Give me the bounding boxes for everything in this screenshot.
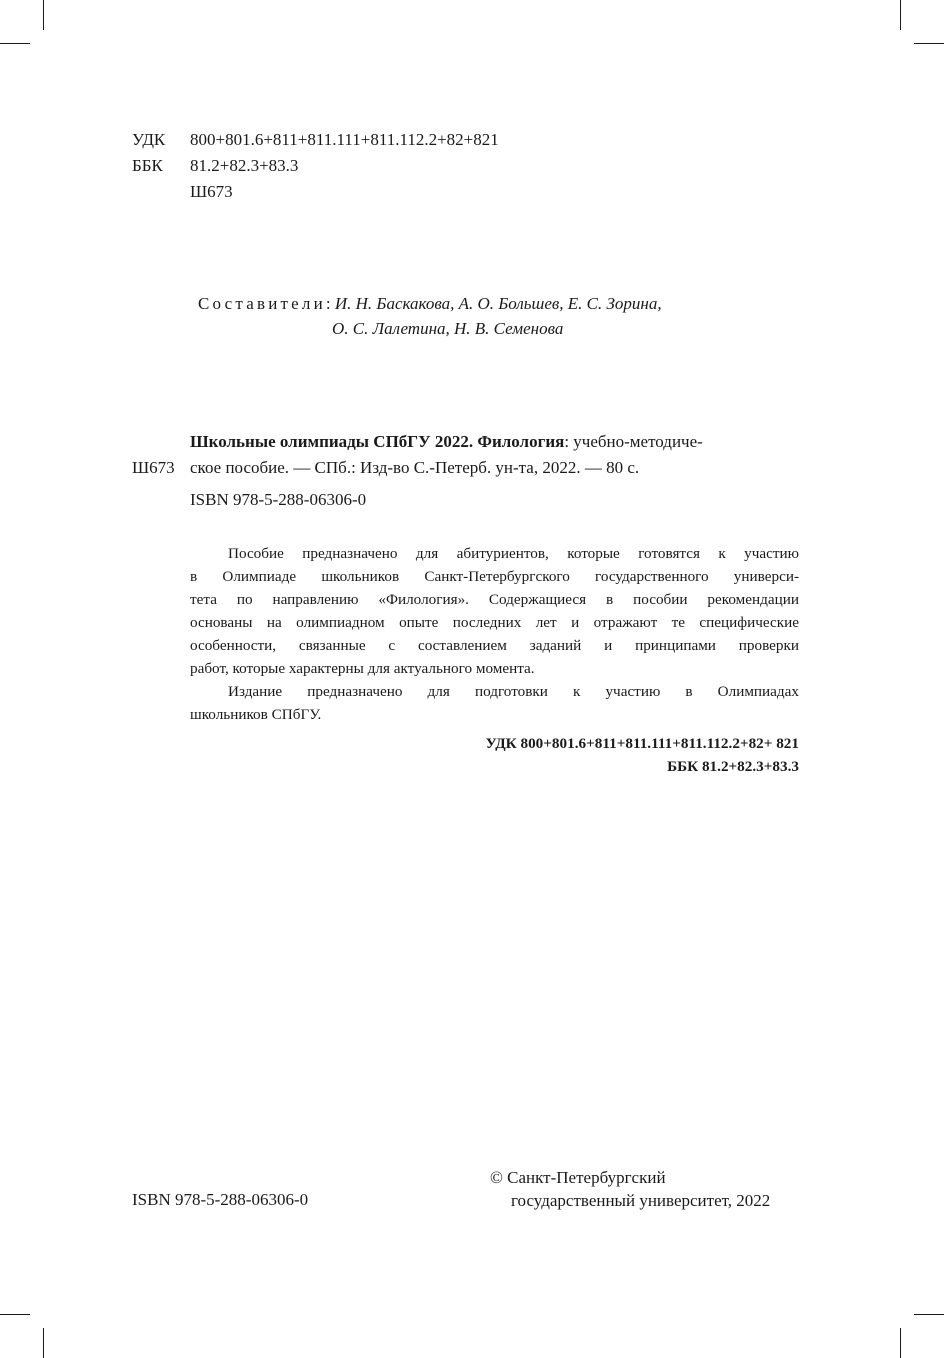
annotation-line: Издание предназначено для подготовки к участию в Олимпиадах [228,683,799,700]
crop-mark-bottom-left-v [43,1328,44,1358]
annotation-bbk: ББК 81.2+82.3+83.3 [667,758,799,775]
compilers-colon: : [325,294,335,313]
udk-label: УДК [132,130,166,149]
bbk-label: ББК [132,156,163,175]
crop-mark-bottom-right-v [900,1328,901,1358]
bib-line-1-rest: : учебно-методиче- [564,432,703,451]
annotation-line: тета по направлению «Филология». Содержащиеся в пособии рекомендации [190,591,799,608]
annotation-line: в Олимпиаде школьников Санкт-Петербургского государственного универси- [190,568,799,585]
crop-mark-top-left-h [0,43,30,44]
bib-isbn: ISBN 978-5-288-06306-0 [190,490,367,509]
compilers-line-1 [198,294,662,314]
bbk-value: 81.2+82.3+83.3 [190,156,299,175]
crop-mark-top-right-v [900,0,901,30]
compilers-names-2: О. С. Лалетина, Н. В. Семенова [332,319,564,338]
annotation-line: особенности, связанные с составлением заданий и принципами проверки [190,637,799,654]
annotation-line: школьников СПбГУ. [190,706,322,723]
bib-author-mark: Ш673 [132,458,175,477]
annotation-line: работ, которые характерны для актуального момента. [190,660,535,677]
copyright-line-2: государственный университет, 2022 [511,1191,771,1210]
bib-line-2: ское пособие. — СПб.: Изд-во С.-Петерб. ун-та, 2022. — 80 с. [190,458,640,477]
crop-mark-bottom-right-h [914,1314,944,1315]
udk-value: 800+801.6+811+811.111+811.112.2+82+821 [190,130,499,149]
compilers-label: Составители [198,294,326,313]
author-mark: Ш673 [190,182,233,201]
book-title: Школьные олимпиады СПбГУ 2022. Филология [190,432,565,451]
bib-line-1 [190,432,703,452]
annotation-udk: УДК 800+801.6+811+811.111+811.112.2+82+ 821 [485,735,799,752]
crop-mark-top-right-h [914,43,944,44]
copyright-line-1: © Санкт-Петербургский [490,1168,666,1187]
annotation [190,542,799,778]
crop-mark-bottom-left-h [0,1314,30,1315]
annotation-line: основаны на олимпиадном опыте последних лет и отражают те специфические [190,614,799,631]
crop-mark-top-left-v [43,0,44,30]
compilers-names-1: И. Н. Баскакова, А. О. Большев, Е. С. Зорина, [334,294,662,313]
footer-isbn: ISBN 978-5-288-06306-0 [132,1190,309,1209]
annotation-line: Пособие предназначено для абитуриентов, которые готовятся к участию [228,545,799,562]
